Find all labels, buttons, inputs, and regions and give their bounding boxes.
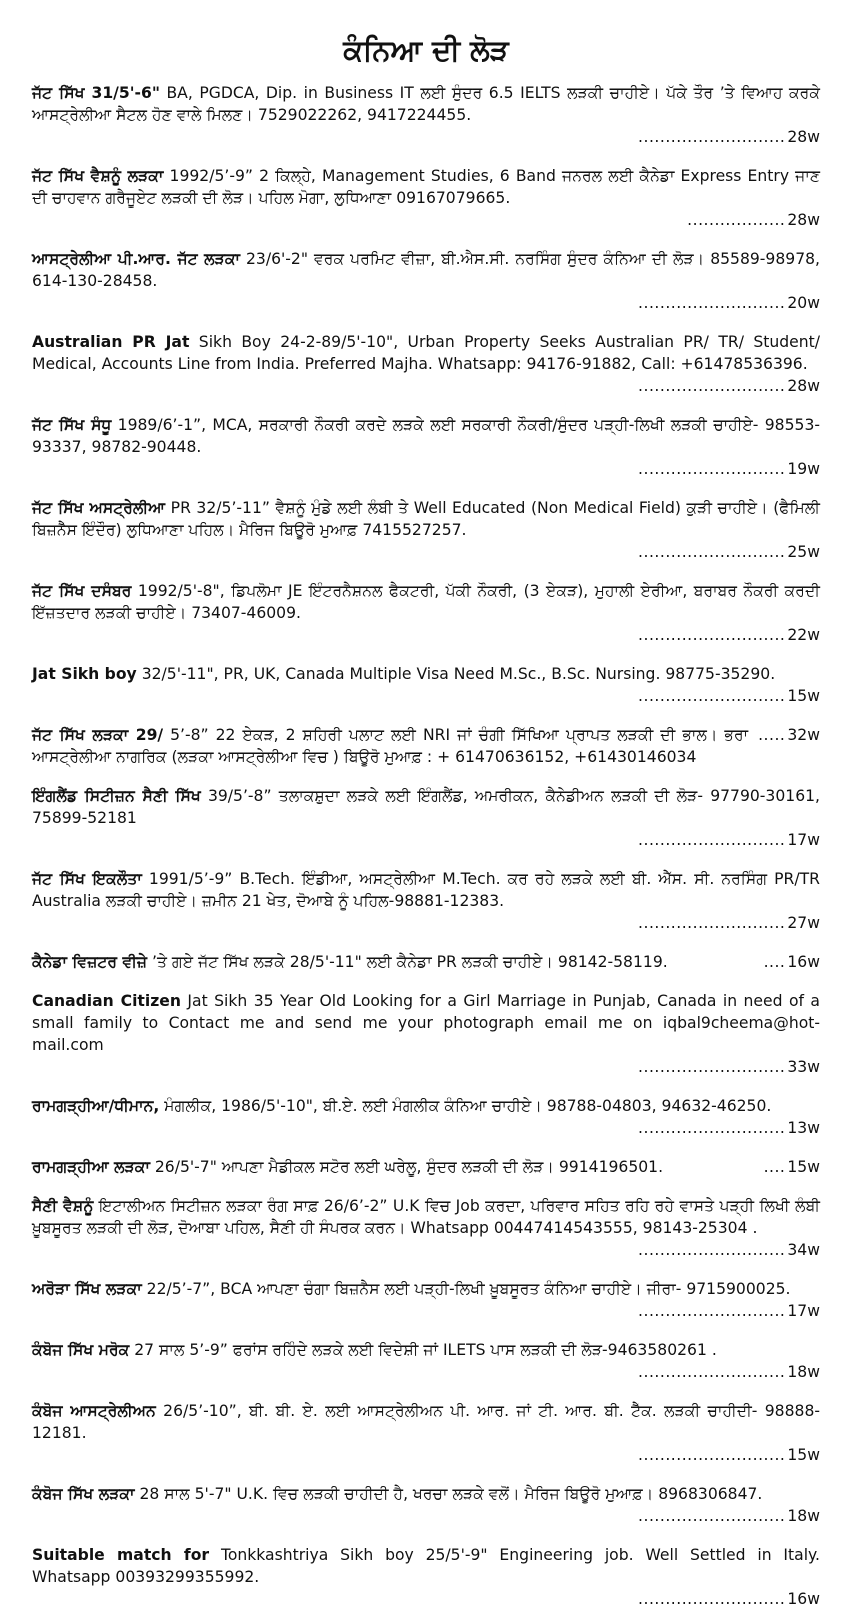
ad-body: 32/5'-11", PR, UK, Canada Multiple Visa Need M.Sc., B.Sc. Nursing. 98775-35290. bbox=[136, 665, 776, 683]
ad-text bbox=[32, 331, 820, 375]
ad-code: 27w bbox=[787, 914, 820, 932]
ad-body: Sikh Boy 24-2-89/5'-10", Urban Property Seeks Australian PR/ TR/ Student/ Medical, Accounts Line from India. Preferred Majha. Whatsapp: 94176-91882, Call: +61478536396. bbox=[32, 333, 820, 373]
ad-footer bbox=[32, 624, 820, 646]
classified-ad bbox=[32, 1483, 820, 1527]
ad-body: Tonkkashtriya Sikh boy 25/5'-9" Engineering job. Well Settled in Italy. Whatsapp 00393299355992. bbox=[32, 1546, 820, 1586]
ad-body: 1991/5’-9” B.Tech. ਇੰਡੀਆ, ਅਸਟ੍ਰੇਲੀਆ M.Tech. ਕਰ ਰਹੇ ਲੜਕੇ ਲਈ ਬੀ. ਐੱਸ. ਸੀ. ਨਰਸਿੰਗ PR/TR Australia ਲੜਕੀ ਚਾਹੀਏ। ਜ਼ਮੀਨ 21 ਖੇਤ, ਦੋਆਬੇ ਨੂੰ ਪਹਿਲ-98881-12383. bbox=[32, 870, 821, 910]
ad-dots: ........................... bbox=[638, 1446, 786, 1464]
ad-code: 13w bbox=[787, 1119, 820, 1137]
ad-dots: ........................... bbox=[638, 128, 786, 146]
ad-text bbox=[32, 1195, 820, 1239]
classified-ad bbox=[32, 663, 820, 707]
ad-footer bbox=[32, 541, 820, 563]
ad-dots: ........................... bbox=[638, 687, 786, 705]
ad-footer bbox=[32, 1300, 820, 1322]
ad-text bbox=[32, 82, 820, 126]
ad-code: 28w bbox=[787, 377, 820, 395]
ad-body: PR 32/5’-11” ਵੈਸ਼ਨੂੰ ਮੁੰਡੇ ਲਈ ਲੰਬੀ ਤੇ Well Educated (Non Medical Field) ਕੁੜੀ ਚਾਹੀਏ। (ਫੈਮਿਲੀ ਬਿਜ਼ਨੈੱਸ ਇੰਦੌਰ) ਲੁਧਿਆਣਾ ਪਹਿਲ। ਮੈਰਿਜ ਬਿਊਰੋ ਮੁਆਫ਼ 7415527257. bbox=[32, 499, 820, 539]
ad-footer bbox=[32, 1239, 820, 1261]
ad-footer bbox=[32, 1056, 820, 1078]
ad-heading: ਕੈਨੇਡਾ ਵਿਜ਼ਟਰ ਵੀਜ਼ੇ bbox=[32, 953, 148, 971]
ad-dots: ........................... bbox=[638, 294, 786, 312]
ad-text bbox=[32, 724, 820, 768]
ad-dots: ........................... bbox=[638, 543, 786, 561]
ad-dots: ........................... bbox=[638, 626, 786, 644]
ad-heading: ਅਰੋੜਾ ਸਿੱਖ ਲੜਕਾ bbox=[32, 1280, 142, 1298]
ad-footer bbox=[758, 724, 820, 746]
ad-body: 1992/5'-8", ਡਿਪਲੋਮਾ JE ਇੰਟਰਨੈਸ਼ਨਲ ਫੈਕਟਰੀ, ਪੱਕੀ ਨੌਕਰੀ, (3 ਏਕੜ), ਮੁਹਾਲੀ ਏਰੀਆ, ਬਰਾਬਰ ਨੌਕਰੀ ਕਰਦੀ ਇੱਜ਼ਤਦਾਰ ਲੜਕੀ ਚਾਹੀਏ। 73407-46009. bbox=[32, 582, 820, 622]
classified-ad bbox=[32, 580, 820, 646]
classified-ad bbox=[32, 1095, 820, 1139]
ad-body: 1989/6’-1”, MCA, ਸਰਕਾਰੀ ਨੌਕਰੀ ਕਰਦੇ ਲੜਕੇ ਲਈ ਸਰਕਾਰੀ ਨੌਕਰੀ/ਸੁੰਦਰ ਪੜ੍ਹੀ-ਲਿਖੀ ਲੜਕੀ ਚਾਹੀਏ- 98553-93337, 98782-90448. bbox=[32, 416, 820, 456]
ad-text bbox=[32, 785, 820, 829]
ad-text bbox=[32, 1095, 820, 1117]
ad-dots: ........................... bbox=[638, 1119, 786, 1137]
ad-code: 16w bbox=[787, 1590, 820, 1608]
ad-body: 26/5'-7" ਆਪਣਾ ਮੈਡੀਕਲ ਸਟੋਰ ਲਈ ਘਰੇਲੂ, ਸੁੰਦਰ ਲੜਕੀ ਦੀ ਲੋੜ। 9914196501. bbox=[149, 1158, 664, 1176]
classified-ad bbox=[32, 990, 820, 1078]
ad-code: 28w bbox=[787, 211, 820, 229]
ad-heading: ਰਾਮਗੜ੍ਹੀਆ/ਧੀਮਾਨ, bbox=[32, 1097, 160, 1115]
classified-ad bbox=[32, 868, 820, 934]
ad-footer bbox=[32, 458, 820, 480]
page-title: ਕੰਨਿਆ ਦੀ ਲੋੜ bbox=[343, 33, 509, 67]
ad-text bbox=[32, 1544, 820, 1588]
ad-footer bbox=[32, 209, 820, 231]
ad-code: 20w bbox=[787, 294, 820, 312]
ad-code: 17w bbox=[787, 1302, 820, 1320]
classified-ad bbox=[32, 785, 820, 851]
ad-footer bbox=[32, 829, 820, 851]
ad-code: 15w bbox=[787, 687, 820, 705]
ad-text bbox=[32, 248, 820, 292]
ad-code: 33w bbox=[787, 1058, 820, 1076]
ad-heading: ਆਸਟ੍ਰੇਲੀਆ ਪੀ.ਆਰ. ਜੱਟ ਲੜਕਾ bbox=[32, 250, 240, 268]
ad-body: ਮੰਗਲੀਕ, 1986/5'-10", ਬੀ.ਏ. ਲਈ ਮੰਗਲੀਕ ਕੰਨਿਆ ਚਾਹੀਏ। 98788-04803, 94632-46250. bbox=[159, 1097, 772, 1115]
ad-footer bbox=[32, 685, 820, 707]
ad-heading: ਕੰਬੋਜ ਸਿੱਖ ਮਰੋਕ bbox=[32, 1341, 130, 1359]
classified-ad bbox=[32, 82, 820, 148]
ad-body: Jat Sikh 35 Year Old Looking for a Girl Marriage in Punjab, Canada in need of a small family to Contact me and send me your photograph email me on iqbal9cheema@hot-mail.com bbox=[32, 992, 820, 1054]
ad-text bbox=[32, 1278, 820, 1300]
ad-heading: ਜੱਟ ਸਿੱਖ ਅਸਟ੍ਰੇਲੀਆ bbox=[32, 499, 166, 517]
ad-code: 32w bbox=[787, 726, 820, 744]
ad-body: 5’-8” 22 ਏਕੜ, 2 ਸ਼ਹਿਰੀ ਪਲਾਟ ਲਈ NRI ਜਾਂ ਚੰਗੀ ਸਿੱਖਿਆ ਪ੍ਰਾਪਤ ਲੜਕੀ ਦੀ ਭਾਲ। ਭਰਾ ਆਸਟ੍ਰੇਲੀਆ ਨਾਗਰਿਕ (ਲੜਕਾ ਆਸਟ੍ਰੇਲੀਆ ਵਿਚ ) ਬਿਊਰੋ ਮੁਆਫ਼ : + 61470636152, +61430146034 bbox=[32, 726, 749, 766]
ad-footer bbox=[764, 951, 820, 973]
ad-dots: ..... bbox=[758, 726, 786, 744]
classified-ad bbox=[32, 1339, 820, 1383]
ad-heading: ਕੰਬੋਜ ਸਿੱਖ ਲੜਕਾ bbox=[32, 1485, 135, 1503]
ad-code: 34w bbox=[787, 1241, 820, 1259]
ad-heading: Australian PR Jat bbox=[32, 333, 190, 351]
classified-ad bbox=[32, 951, 820, 973]
ad-body: 22/5’-7”, BCA ਆਪਣਾ ਚੰਗਾ ਬਿਜ਼ਨੈਸ ਲਈ ਪੜ੍ਹੀ-ਲਿਖੀ ਖ਼ੂਬਸੂਰਤ ਕੰਨਿਆ ਚਾਹੀਏ। ਜੀਰਾ- 9715900025. bbox=[141, 1280, 791, 1298]
ad-body: 39/5’-8” ਤਲਾਕਸ਼ੁਦਾ ਲੜਕੇ ਲਈ ਇੰਗਲੈਂਡ, ਅਮਰੀਕਨ, ਕੈਨੇਡੀਅਨ ਲੜਕੀ ਦੀ ਲੋੜ- 97790-30161, 75899-52181 bbox=[32, 787, 820, 827]
ad-code: 19w bbox=[787, 460, 820, 478]
classified-ad bbox=[32, 414, 820, 480]
ad-body: 1992/5’-9” 2 ਕਿਲ੍ਹੇ, Management Studies, 6 Band ਜਨਰਲ ਲਈ ਕੈਨੇਡਾ Express Entry ਜਾਣ ਦੀ ਚਾਹਵਾਨ ਗਰੈਜੂਏਟ ਲੜਕੀ ਦੀ ਲੋੜ। ਪਹਿਲ ਮੋਗਾ, ਲੁਧਿਆਣਾ 09167079665. bbox=[32, 167, 820, 207]
ad-body: 26/5’-10”, ਬੀ. ਬੀ. ਏ. ਲਈ ਆਸਟ੍ਰੇਲੀਅਨ ਪੀ. ਆਰ. ਜਾਂ ਟੀ. ਆਰ. ਬੀ. ਟੈੱਕ. ਲੜਕੀ ਚਾਹੀਦੀ- 98888-12181. bbox=[32, 1402, 820, 1442]
ad-code: 15w bbox=[787, 1158, 820, 1176]
classified-ad bbox=[32, 165, 820, 231]
ad-heading: ਇੰਗਲੈਂਡ ਸਿਟੀਜ਼ਨ ਸੈਣੀ ਸਿੱਖ bbox=[32, 787, 201, 805]
ad-dots: .................. bbox=[687, 211, 786, 229]
ad-heading: Jat Sikh boy bbox=[32, 665, 137, 683]
ad-body: 27 ਸਾਲ 5’-9” ਫਰਾਂਸ ਰਹਿੰਦੇ ਲੜਕੇ ਲਈ ਵਿਦੇਸ਼ੀ ਜਾਂ ILETS ਪਾਸ ਲੜਕੀ ਦੀ ਲੋੜ-9463580261 . bbox=[129, 1341, 717, 1359]
classified-ad bbox=[32, 1544, 820, 1610]
ad-text bbox=[32, 1400, 820, 1444]
classified-ad bbox=[32, 331, 820, 397]
ad-text bbox=[32, 497, 820, 541]
ad-footer bbox=[32, 375, 820, 397]
ad-heading: ਸੈਣੀ ਵੈਸ਼ਨੂੰ bbox=[32, 1197, 94, 1215]
ad-body: 23/6'-2" ਵਰਕ ਪਰਮਿਟ ਵੀਜ਼ਾ, ਬੀ.ਐਸ.ਸੀ. ਨਰਸਿੰਗ ਸੁੰਦਰ ਕੰਨਿਆ ਦੀ ਲੋੜ। 85589-98978, 614-130-28458. bbox=[32, 250, 820, 290]
ad-dots: ........................... bbox=[638, 377, 786, 395]
ad-code: 22w bbox=[787, 626, 820, 644]
ad-heading: ਜੱਟ ਸਿੱਖ ਸੰਧੂ bbox=[32, 416, 112, 434]
ad-footer bbox=[32, 1588, 820, 1610]
ad-code: 16w bbox=[787, 953, 820, 971]
ad-footer bbox=[32, 1505, 820, 1527]
ad-heading: Canadian Citizen bbox=[32, 992, 181, 1010]
ad-heading: ਜੱਟ ਸਿੱਖ ਵੈਸ਼ਨੂੰ ਲੜਕਾ bbox=[32, 167, 164, 185]
ad-text bbox=[32, 165, 820, 209]
classified-ad bbox=[32, 1195, 820, 1261]
ad-footer bbox=[32, 912, 820, 934]
ad-text bbox=[32, 1483, 820, 1505]
ad-body: ਇਟਾਲੀਅਨ ਸਿਟੀਜ਼ਨ ਲੜਕਾ ਰੰਗ ਸਾਫ਼ 26/6’-2” U.K ਵਿਚ Job ਕਰਦਾ, ਪਰਿਵਾਰ ਸਹਿਤ ਰਹਿ ਰਹੇ ਵਾਸਤੇ ਪੜ੍ਹੀ ਲਿਖੀ ਲੰਬੀ ਖ਼ੂਬਸੂਰਤ ਲੜਕੀ ਦੀ ਲੋੜ, ਦੋਆਬਾ ਪਹਿਲ, ਸੈਣੀ ਹੀ ਸੰਪਰਕ ਕਰਨ। Whatsapp 00447414543555, 98143-25304 . bbox=[32, 1197, 820, 1237]
ad-text bbox=[32, 951, 820, 973]
ad-dots: ........................... bbox=[638, 1507, 786, 1525]
ad-footer bbox=[32, 1444, 820, 1466]
ad-heading: ਜੱਟ ਸਿੱਖ ਦਸੰਬਰ bbox=[32, 582, 132, 600]
ads-list bbox=[32, 82, 820, 1610]
ad-text bbox=[32, 663, 820, 685]
ad-body: BA, PGDCA, Dip. in Business IT ਲਈ ਸੁੰਦਰ 6.5 IELTS ਲੜਕੀ ਚਾਹੀਏ। ਪੱਕੇ ਤੌਰ ’ਤੇ ਵਿਆਹ ਕਰਕੇ ਆਸਟ੍ਰੇਲੀਆ ਸੈਟਲ ਹੋਣ ਵਾਲੇ ਮਿਲਣ। 7529022262, 9417224455. bbox=[32, 84, 820, 124]
ad-heading: ਰਾਮਗੜ੍ਹੀਆ ਲੜਕਾ bbox=[32, 1158, 150, 1176]
classified-ad bbox=[32, 1400, 820, 1466]
ad-body: 28 ਸਾਲ 5'-7" U.K. ਵਿਚ ਲੜਕੀ ਚਾਹੀਦੀ ਹੈ, ਖਰਚਾ ਲੜਕੇ ਵਲੋਂ। ਮੈਰਿਜ ਬਿਊਰੋ ਮੁਆਫ਼। 8968306847. bbox=[134, 1485, 763, 1503]
ad-body: ’ਤੇ ਗਏ ਜੱਟ ਸਿੱਖ ਲੜਕੇ 28/5'-11" ਲਈ ਕੈਨੇਡਾ PR ਲੜਕੀ ਚਾਹੀਏ। 98142-58119. bbox=[147, 953, 668, 971]
ad-code: 15w bbox=[787, 1446, 820, 1464]
ad-text bbox=[32, 414, 820, 458]
ad-dots: ........................... bbox=[638, 831, 786, 849]
ad-code: 25w bbox=[787, 543, 820, 561]
ad-text bbox=[32, 1339, 820, 1361]
ad-code: 28w bbox=[787, 128, 820, 146]
ad-code: 17w bbox=[787, 831, 820, 849]
ad-dots: .... bbox=[763, 1158, 786, 1176]
ad-code: 18w bbox=[787, 1363, 820, 1381]
ad-dots: .... bbox=[763, 953, 786, 971]
ad-footer bbox=[32, 1117, 820, 1139]
classified-ad bbox=[32, 1278, 820, 1322]
classified-ad bbox=[32, 497, 820, 563]
classified-ad bbox=[32, 724, 820, 768]
classified-ad bbox=[32, 248, 820, 314]
ad-heading: ਜੱਟ ਸਿੱਖ ਇਕਲੌਤਾ bbox=[32, 870, 142, 888]
ad-heading: ਜੱਟ ਸਿੱਖ 31/5'-6" bbox=[32, 84, 160, 102]
ad-dots: ........................... bbox=[638, 914, 786, 932]
ad-footer bbox=[32, 292, 820, 314]
ad-footer bbox=[32, 126, 820, 148]
ad-text bbox=[32, 868, 820, 912]
ad-text bbox=[32, 1156, 820, 1178]
ad-dots: ........................... bbox=[638, 1302, 786, 1320]
ad-heading: Suitable match for bbox=[32, 1546, 210, 1564]
ad-text bbox=[32, 580, 820, 624]
ad-dots: ........................... bbox=[638, 1363, 786, 1381]
ad-code: 18w bbox=[787, 1507, 820, 1525]
ad-text bbox=[32, 990, 820, 1056]
ad-dots: ........................... bbox=[638, 1241, 786, 1259]
ad-footer bbox=[32, 1361, 820, 1383]
ad-dots: ........................... bbox=[638, 1590, 786, 1608]
ad-dots: ........................... bbox=[638, 1058, 786, 1076]
ad-heading: ਜੱਟ ਸਿੱਖ ਲੜਕਾ 29/ bbox=[32, 726, 164, 744]
classified-ad bbox=[32, 1156, 820, 1178]
ad-dots: ........................... bbox=[638, 460, 786, 478]
ad-heading: ਕੰਬੋਜ ਆਸਟ੍ਰੇਲੀਅਨ bbox=[32, 1402, 156, 1420]
ad-footer bbox=[764, 1156, 820, 1178]
